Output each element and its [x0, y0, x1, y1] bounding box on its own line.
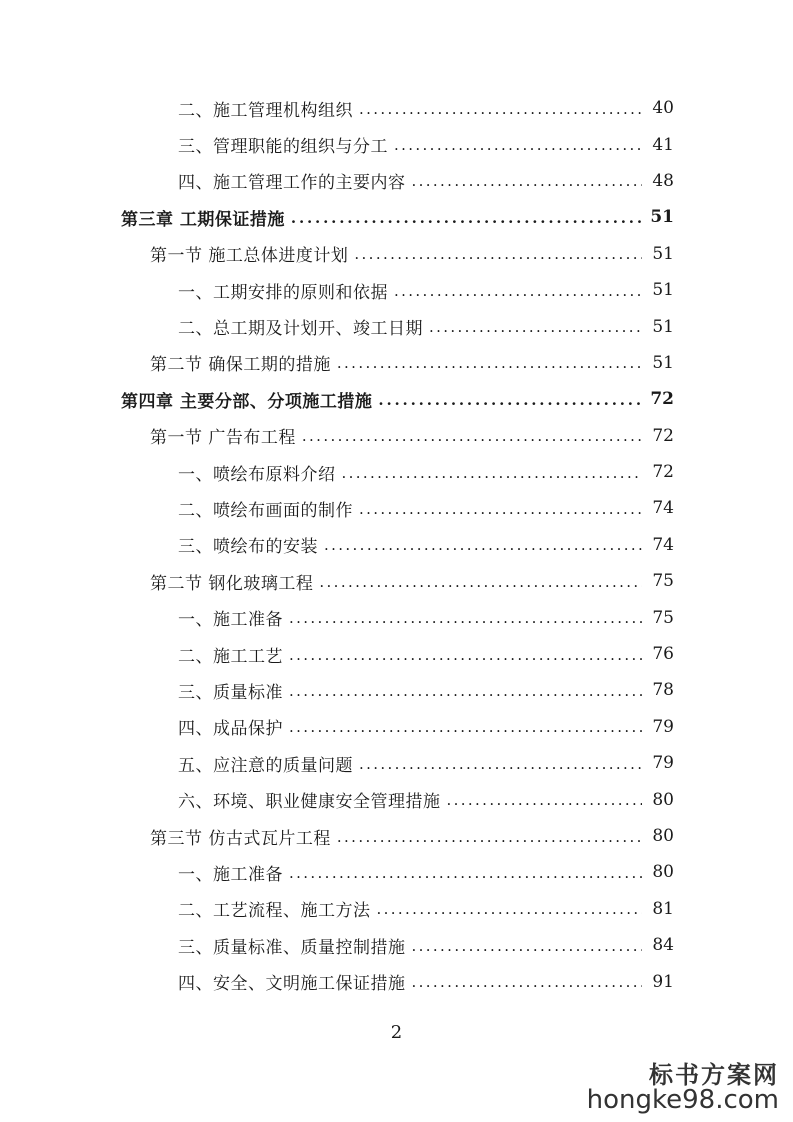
table-of-contents [0, 90, 793, 1000]
watermark-text-url: hongke98.com [586, 1084, 779, 1115]
toc-entry-title: 一、施工准备 [178, 610, 283, 631]
toc-leader-dots [394, 138, 642, 153]
toc-entry-page: 79 [652, 716, 674, 737]
toc-entry-item[interactable] [0, 90, 793, 126]
toc-entry-page: 72 [650, 389, 674, 410]
toc-leader-dots [359, 757, 642, 772]
toc-entry-page: 91 [652, 971, 674, 992]
toc-entry-title: 三、质量标准 [178, 682, 283, 703]
toc-entry-page: 80 [652, 862, 674, 883]
toc-entry-item[interactable] [0, 745, 793, 781]
toc-entry-page: 72 [652, 462, 674, 483]
toc-entry-title: 第二节 确保工期的措施 [150, 355, 331, 376]
toc-entry-title: 第一节 施工总体进度计划 [150, 246, 349, 267]
toc-leader-dots [377, 902, 643, 917]
toc-entry-title: 三、喷绘布的安装 [178, 537, 318, 558]
toc-leader-dots [337, 356, 642, 371]
toc-entry-item[interactable] [0, 163, 793, 199]
toc-entry-page: 72 [652, 425, 674, 446]
toc-leader-dots [429, 320, 642, 335]
toc-entry-section[interactable] [0, 418, 793, 454]
toc-entry-title: 三、管理职能的组织与分工 [178, 137, 388, 158]
toc-entry-title: 二、总工期及计划开、竣工日期 [178, 319, 423, 340]
toc-entry-title: 第三章 工期保证措施 [121, 209, 285, 230]
toc-entry-page: 51 [650, 207, 674, 228]
page-number: 2 [390, 1022, 403, 1043]
toc-entry-page: 74 [652, 534, 674, 555]
toc-leader-dots [289, 648, 642, 663]
toc-entry-section[interactable] [0, 236, 793, 272]
toc-entry-item[interactable] [0, 308, 793, 344]
toc-entry-title: 第一节 广告布工程 [150, 428, 296, 449]
toc-leader-dots [354, 247, 642, 262]
toc-entry-page: 51 [652, 316, 674, 337]
toc-entry-page: 75 [652, 607, 674, 628]
toc-leader-dots [412, 174, 643, 189]
toc-entry-page: 41 [652, 134, 674, 155]
toc-leader-dots [447, 793, 643, 808]
toc-leader-dots [337, 830, 642, 845]
toc-entry-item[interactable] [0, 963, 793, 999]
toc-entry-item[interactable] [0, 709, 793, 745]
toc-entry-page: 84 [652, 935, 674, 956]
toc-leader-dots [394, 284, 642, 299]
toc-entry-page: 51 [652, 280, 674, 301]
toc-entry-item[interactable] [0, 527, 793, 563]
toc-entry-title: 三、质量标准、质量控制措施 [178, 937, 406, 958]
toc-entry-title: 四、安全、文明施工保证措施 [178, 974, 406, 995]
toc-entry-title: 一、施工准备 [178, 864, 283, 885]
toc-entry-item[interactable] [0, 599, 793, 635]
toc-leader-dots [378, 393, 642, 408]
toc-entry-title: 二、工艺流程、施工方法 [178, 901, 371, 922]
toc-entry-item[interactable] [0, 781, 793, 817]
toc-leader-dots [412, 939, 643, 954]
toc-entry-title: 二、施工管理机构组织 [178, 100, 353, 121]
toc-entry-page: 51 [652, 243, 674, 264]
toc-entry-page: 51 [652, 352, 674, 373]
toc-entry-item[interactable] [0, 854, 793, 890]
toc-entry-page: 76 [652, 644, 674, 665]
toc-leader-dots [289, 611, 642, 626]
toc-entry-chapter[interactable] [0, 381, 793, 417]
toc-entry-title: 二、施工工艺 [178, 646, 283, 667]
toc-entry-title: 第四章 主要分部、分项施工措施 [121, 391, 373, 412]
toc-entry-page: 79 [652, 753, 674, 774]
toc-entry-title: 一、工期安排的原则和依据 [178, 282, 388, 303]
toc-leader-dots [342, 466, 643, 481]
toc-entry-item[interactable] [0, 672, 793, 708]
toc-entry-chapter[interactable] [0, 199, 793, 235]
toc-entry-page: 74 [652, 498, 674, 519]
toc-leader-dots [359, 502, 642, 517]
watermark-text-cn: 标书方案网 [649, 1059, 779, 1089]
toc-entry-item[interactable] [0, 126, 793, 162]
toc-entry-item[interactable] [0, 636, 793, 672]
toc-entry-title: 四、成品保护 [178, 719, 283, 740]
toc-leader-dots [302, 429, 642, 444]
toc-entry-item[interactable] [0, 927, 793, 963]
toc-leader-dots [289, 720, 642, 735]
toc-entry-title: 四、施工管理工作的主要内容 [178, 173, 406, 194]
toc-entry-item[interactable] [0, 490, 793, 526]
toc-entry-page: 80 [652, 826, 674, 846]
watermark-logo [586, 1059, 779, 1115]
toc-entry-item[interactable] [0, 272, 793, 308]
toc-leader-dots [291, 211, 642, 226]
toc-entry-page: 75 [652, 571, 674, 592]
toc-entry-section[interactable] [0, 818, 793, 854]
toc-entry-title: 六、环境、职业健康安全管理措施 [178, 792, 441, 813]
toc-entry-title: 五、应注意的质量问题 [178, 755, 353, 776]
toc-entry-section[interactable] [0, 563, 793, 599]
toc-entry-page: 80 [652, 789, 674, 810]
toc-entry-page: 81 [652, 898, 674, 919]
toc-entry-page: 78 [652, 680, 674, 701]
toc-leader-dots [412, 975, 643, 990]
toc-entry-title: 第二节 钢化玻璃工程 [150, 573, 314, 594]
toc-entry-page: 40 [652, 98, 674, 119]
toc-entry-title: 第三节 仿古式瓦片工程 [150, 828, 331, 849]
toc-entry-title: 一、喷绘布原料介绍 [178, 464, 336, 485]
toc-leader-dots [359, 102, 642, 117]
toc-entry-section[interactable] [0, 345, 793, 381]
toc-leader-dots [319, 575, 642, 590]
toc-entry-title: 二、喷绘布画面的制作 [178, 500, 353, 521]
toc-entry-item[interactable] [0, 891, 793, 927]
toc-leader-dots [289, 866, 642, 881]
toc-entry-page: 48 [652, 170, 674, 191]
toc-leader-dots [324, 538, 642, 553]
toc-entry-item[interactable] [0, 454, 793, 490]
toc-leader-dots [289, 684, 642, 699]
